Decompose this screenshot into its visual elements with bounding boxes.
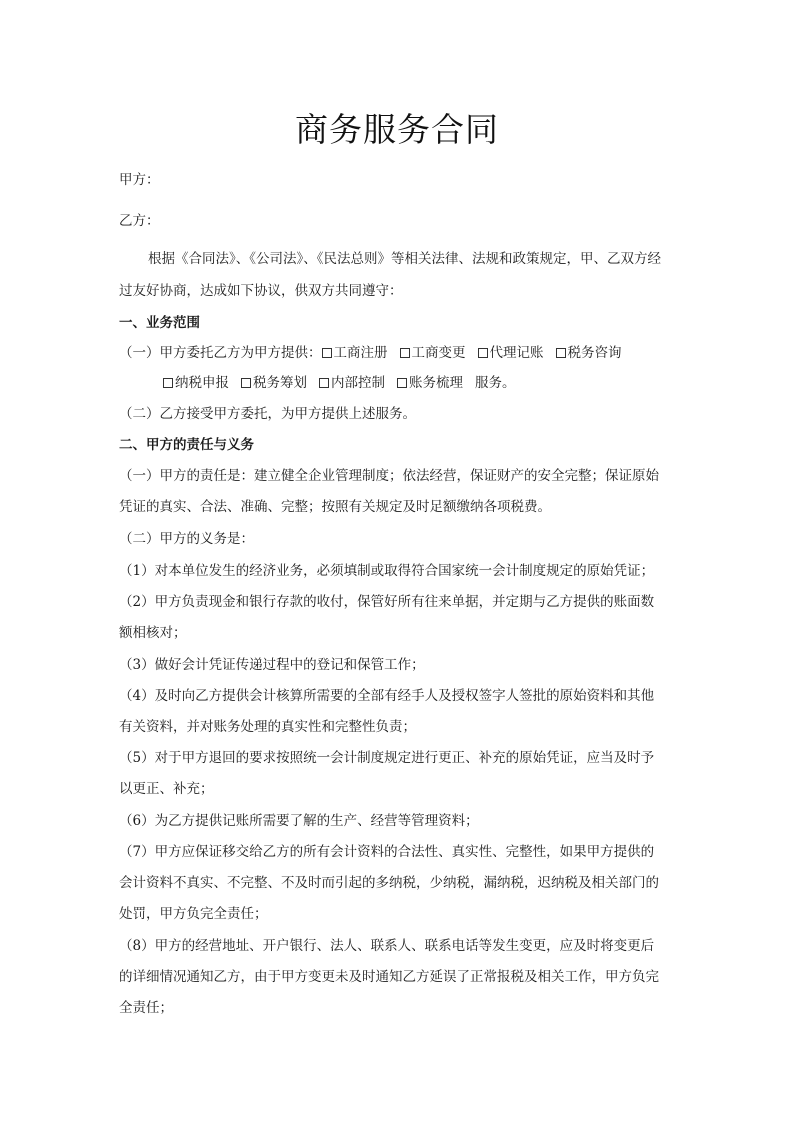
scope-item-1-prefix: （一）甲方委托乙方为甲方提供：: [119, 345, 322, 361]
option-business-registration[interactable]: 工商注册: [322, 345, 388, 361]
checkbox-icon[interactable]: [163, 378, 173, 388]
option-tax-consulting[interactable]: 税务咨询: [556, 345, 622, 361]
document-title: 商务服务合同: [295, 110, 499, 149]
duty-6: （6）为乙方提供记账所需要了解的生产、经营等管理资料；: [119, 813, 479, 829]
duty-heading: （二）甲方的义务是：: [119, 531, 254, 547]
option-account-review[interactable]: 账务梳理: [397, 375, 463, 391]
scope-item-1-cont: [163, 373, 516, 393]
party-b-label: 乙方：: [119, 213, 160, 229]
duty-1: （1）对本单位发生的经济业务，必须填制或取得符合国家统一会计制度规定的原始凭证；: [119, 563, 655, 579]
duty-2-line-1: （2）甲方负责现金和银行存款的收付，保管好所有往来单据，并定期与乙方提供的账面数: [119, 594, 655, 610]
option-tax-filing[interactable]: 纳税申报: [163, 375, 229, 391]
checkbox-icon[interactable]: [241, 378, 251, 388]
responsibility-line-1: （一）甲方的责任是：建立健全企业管理制度；依法经营，保证财产的安全完整；保证原始: [119, 468, 659, 484]
checkbox-icon[interactable]: [397, 378, 407, 388]
section-1-heading: 一、业务范围: [119, 315, 200, 331]
duty-7-line-2: 会计资料不真实、不完整、不及时而引起的多纳税，少纳税，漏纳税，迟纳税及相关部门的: [119, 875, 659, 891]
duty-8-line-2: 的详细情况通知乙方，由于甲方变更未及时通知乙方延误了正常报税及相关工作，甲方负完: [119, 969, 659, 985]
checkbox-icon[interactable]: [400, 348, 410, 358]
duty-8-line-1: （8）甲方的经营地址、开户银行、法人、联系人、联系电话等发生变更，应及时将变更后: [119, 938, 655, 954]
duty-5-line-2: 以更正、补充；: [119, 781, 214, 797]
duty-3: （3）做好会计凭证传递过程中的登记和保管工作；: [119, 657, 425, 673]
preamble-line-2: 过友好协商，达成如下协议，供双方共同遵守：: [119, 283, 403, 299]
duty-7-line-3: 处罚，甲方负完全责任；: [119, 906, 268, 922]
duty-5-line-1: （5）对于甲方退回的要求按照统一会计制度规定进行更正、补充的原始凭证，应当及时予: [119, 750, 655, 766]
scope-item-1: [119, 343, 634, 363]
option-internal-control[interactable]: 内部控制: [319, 375, 385, 391]
duty-2-line-2: 额相核对；: [119, 625, 187, 641]
scope-item-1-suffix: 服务。: [475, 375, 516, 391]
duty-7-line-1: （7）甲方应保证移交给乙方的所有会计资料的合法性、真实性、完整性，如果甲方提供的: [119, 844, 655, 860]
section-2-heading: 二、甲方的责任与义务: [119, 437, 254, 453]
duty-4-line-1: （4）及时向乙方提供会计核算所需要的全部有经手人及授权签字人签批的原始资料和其他: [119, 688, 655, 704]
preamble-line-1: 根据《合同法》、《公司法》、《民法总则》等相关法律、法规和政策规定，甲、乙双方经: [148, 251, 661, 267]
party-a-label: 甲方：: [119, 172, 160, 188]
duty-4-line-2: 有关资料，并对账务处理的真实性和完整性负责；: [119, 719, 416, 735]
responsibility-line-2: 凭证的真实、合法、准确、完整；按照有关规定及时足额缴纳各项税费。: [119, 499, 551, 515]
option-tax-planning[interactable]: 税务筹划: [241, 375, 307, 391]
checkbox-icon[interactable]: [556, 348, 566, 358]
option-bookkeeping[interactable]: 代理记账: [478, 345, 544, 361]
option-business-change[interactable]: 工商变更: [400, 345, 466, 361]
checkbox-icon[interactable]: [478, 348, 488, 358]
checkbox-icon[interactable]: [322, 348, 332, 358]
checkbox-icon[interactable]: [319, 378, 329, 388]
duty-8-line-3: 全责任；: [119, 1000, 173, 1016]
scope-item-2: （二）乙方接受甲方委托，为甲方提供上述服务。: [119, 406, 416, 422]
